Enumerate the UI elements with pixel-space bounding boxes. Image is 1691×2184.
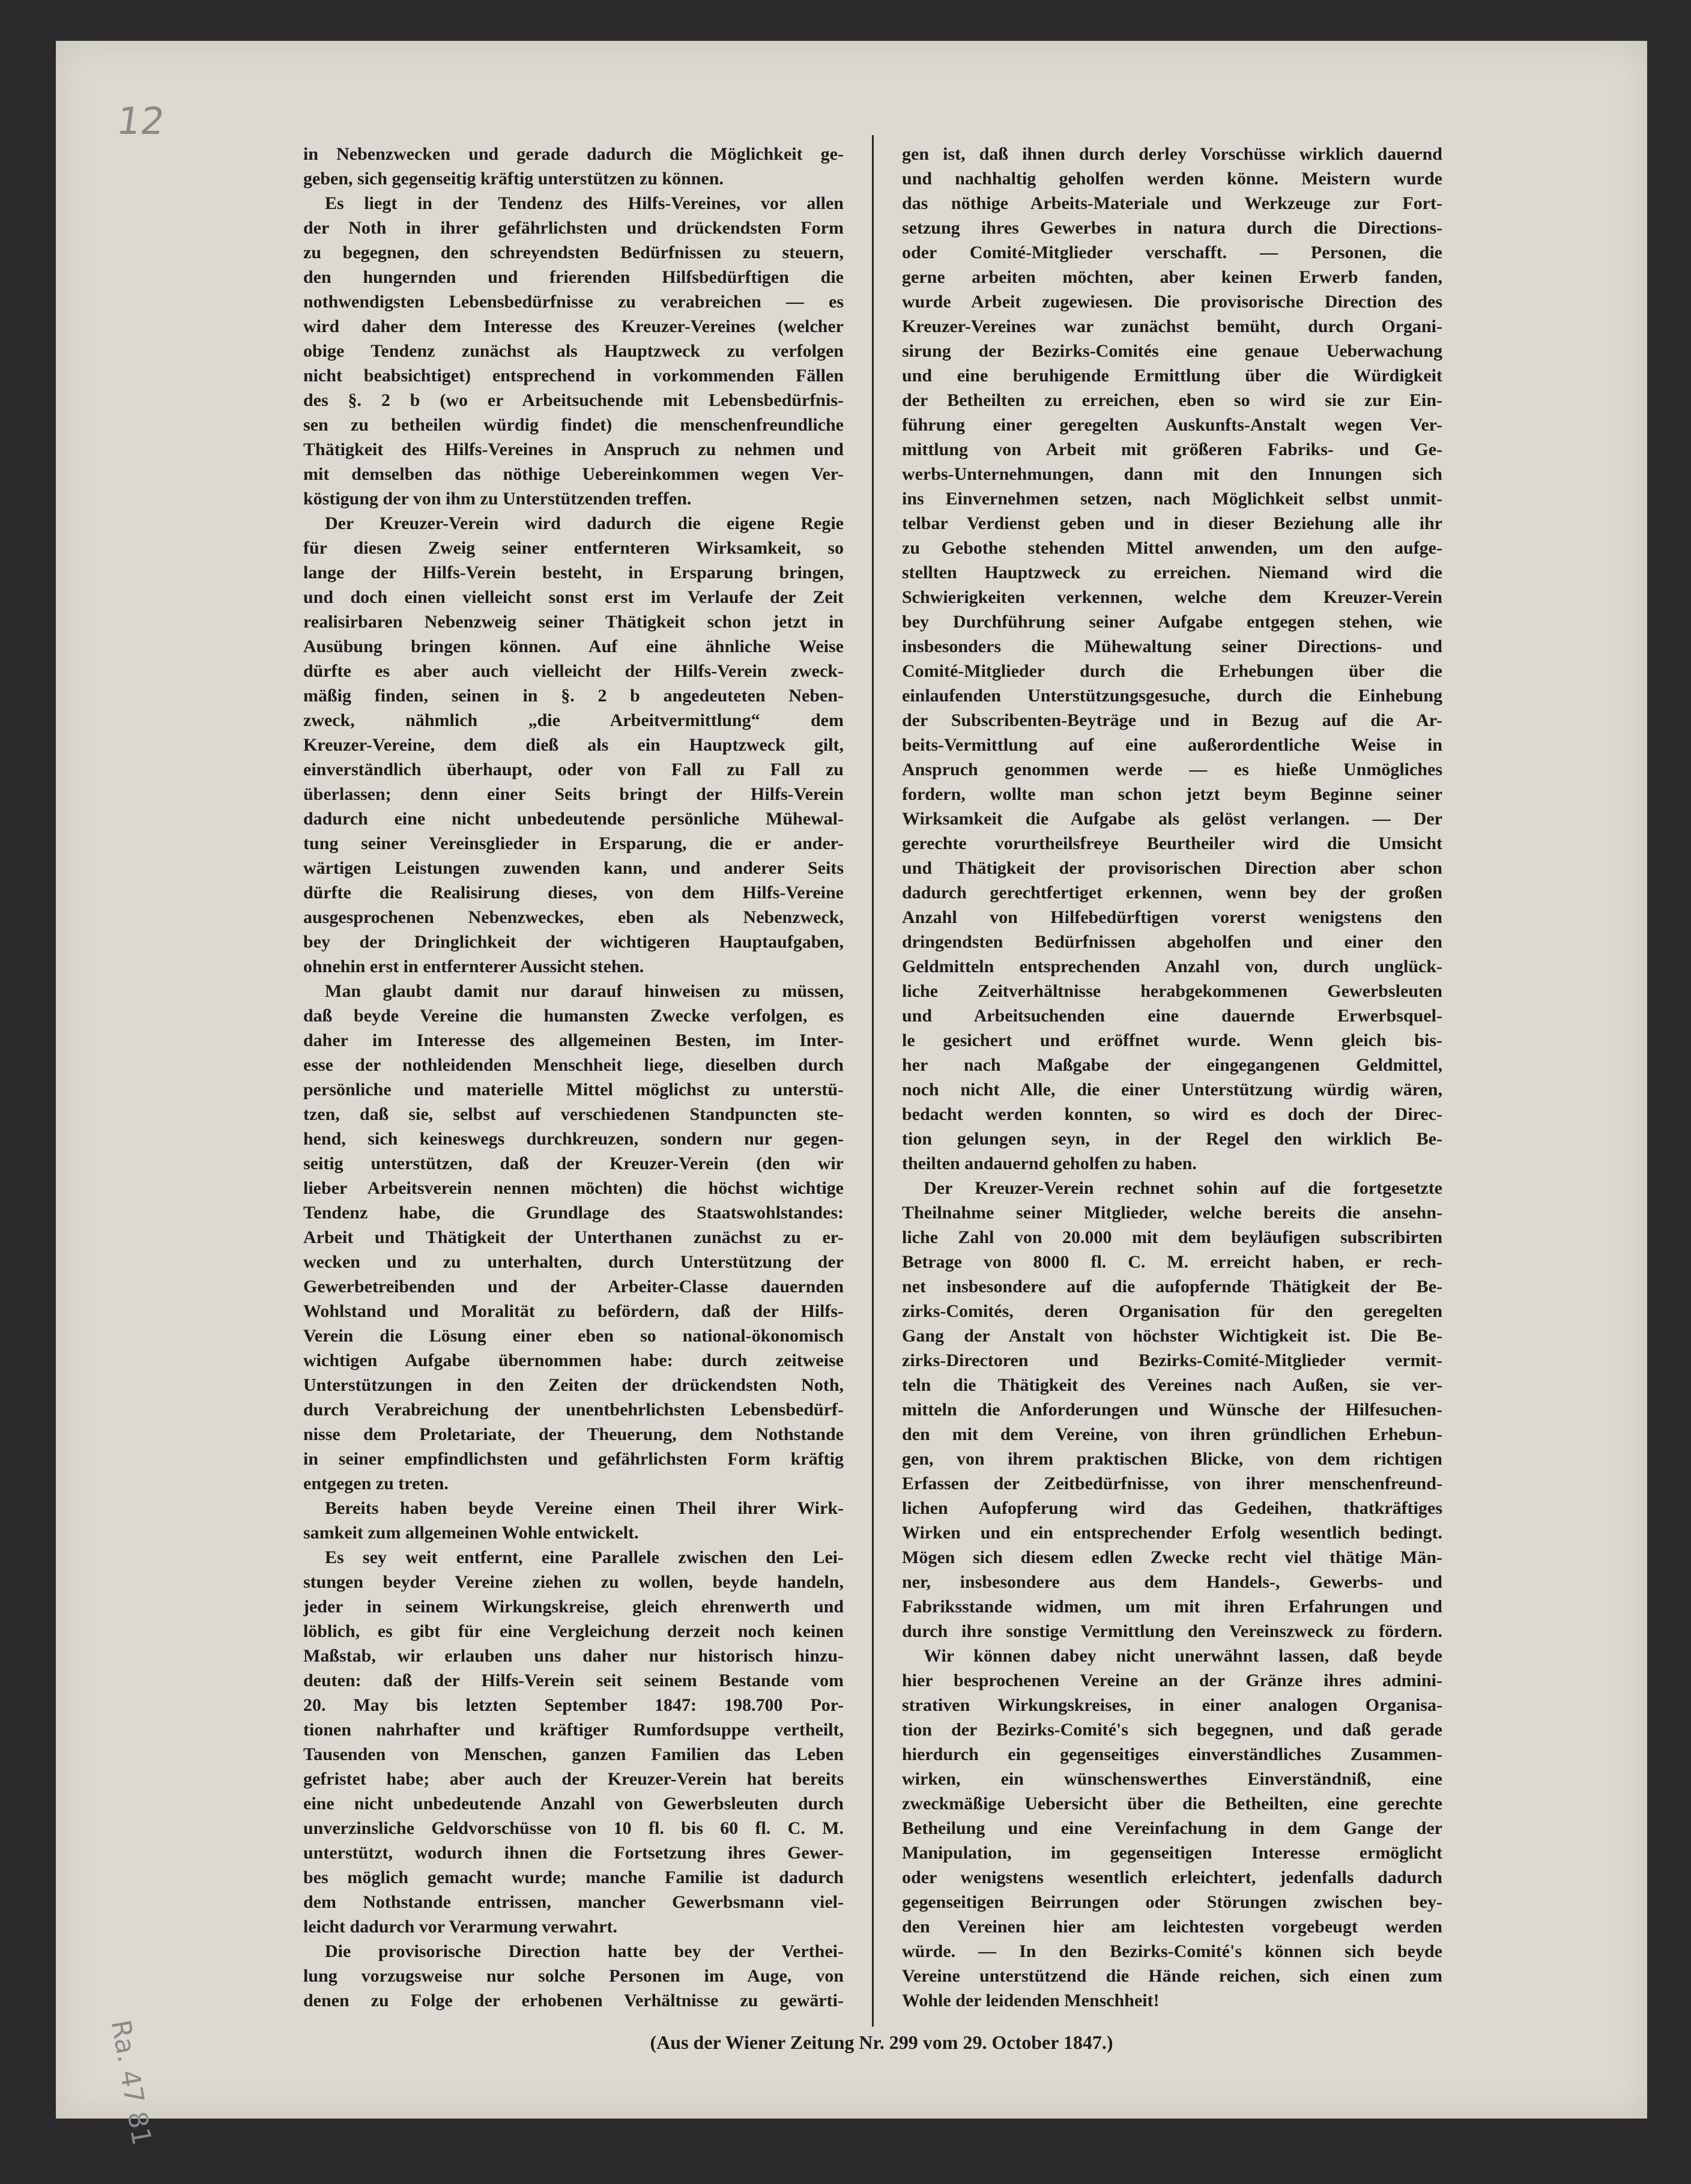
text-line: dringendsten Bedürfnissen abgeholfen und einer den <box>902 932 1442 952</box>
text-line: Tendenz habe, die Grundlage des Staatswohlstandes: <box>303 1203 844 1223</box>
text-line: Theilnahme seiner Mitglieder, welche bereits die ansehn- <box>902 1203 1442 1223</box>
text-line: deuten: daß der Hilfs-Verein seit seinem Bestande vom <box>303 1671 844 1690</box>
text-line: dürfte die Realisirung dieses, von dem Hilfs-Vereine <box>303 883 844 903</box>
text-line: Schwierigkeiten verkennen, welche dem Kreuzer-Verein <box>902 587 1442 607</box>
text-line: Manipulation, im gegenseitigen Interesse ermöglicht <box>902 1843 1442 1863</box>
text-line: daß beyde Vereine die humansten Zwecke verfolgen, es <box>303 1006 844 1026</box>
text-line: wichtigen Aufgabe übernommen habe: durch zeitweise <box>303 1351 844 1370</box>
text-line: beits-Vermittlung auf eine außerordentliche Weise in <box>902 735 1442 755</box>
text-line: geben, sich gegenseitig kräftig unterstützen zu können. <box>303 169 724 189</box>
text-line: Wohle der leidenden Menschheit! <box>902 1991 1160 2010</box>
text-column-left <box>303 142 844 2013</box>
text-line: Anzahl von Hilfebedürftigen vorerst wenigstens den <box>902 907 1442 927</box>
text-line: und Thätigkeit der provisorischen Direction aber schon <box>902 858 1442 878</box>
text-line: bey der Dringlichkeit der wichtigeren Hauptaufgaben, <box>303 932 844 952</box>
text-line: 20. May bis letzten September 1847: 198.700 Por- <box>303 1695 844 1715</box>
text-line: ner, insbesondere aus dem Handels-, Gewerbs- und <box>902 1572 1442 1592</box>
text-line: durch Verabreichung der unentbehrlichsten Lebensbedürf- <box>303 1400 844 1420</box>
text-line: stungen beyder Vereine ziehen zu wollen, beyde handeln, <box>303 1572 844 1592</box>
text-line: mitteln die Anforderungen und Wünsche der Hilfesuchen- <box>902 1400 1442 1420</box>
text-line: le gesichert und eröffnet wurde. Wenn gleich bis- <box>902 1030 1442 1050</box>
text-line: führung einer geregelten Auskunfts-Anstalt wegen Ver- <box>902 415 1442 435</box>
text-line: ins Einvernehmen setzen, nach Möglichkeit selbst unmit- <box>902 489 1442 509</box>
text-line: jeder in seinem Wirkungskreise, gleich ehrenwerth und <box>303 1597 844 1617</box>
text-line: Wirken und ein entsprechender Erfolg wesentlich bedingt. <box>902 1523 1442 1543</box>
text-line: hend, sich keineswegs durchkreuzen, sondern nur gegen- <box>303 1129 844 1149</box>
text-line: Betheilung und eine Vereinfachung in dem Gange der <box>902 1818 1442 1838</box>
text-line: zirks-Directoren und Bezirks-Comité-Mitglieder vermit- <box>902 1351 1442 1370</box>
text-line: nothwendigsten Lebensbedürfnisse zu verabreichen — es <box>303 292 844 312</box>
text-line: Man glaubt damit nur darauf hinweisen zu müssen, <box>325 981 844 1001</box>
text-line: daher im Interesse des allgemeinen Besten, im Inter- <box>303 1030 844 1050</box>
text-line: lichen Aufopferung wird das Gedeihen, thatkräftiges <box>902 1498 1442 1518</box>
text-line: noch nicht Alle, die einer Unterstützung würdig wären, <box>902 1080 1442 1100</box>
text-line: Gewerbetreibenden und der Arbeiter-Classe dauernden <box>303 1277 844 1296</box>
text-line: gerne arbeiten möchten, aber keinen Erwerb fanden, <box>902 267 1442 287</box>
text-line: Erfassen der Zeitbedürfnisse, von ihrer menschenfreund- <box>902 1474 1442 1493</box>
text-line: Wir können dabey nicht unerwähnt lassen, daß beyde <box>924 1646 1442 1666</box>
text-line: köstigung der von ihm zu Unterstützenden treffen. <box>303 489 692 509</box>
text-line: lange der Hilfs-Verein besteht, in Ersparung bringen, <box>303 563 844 582</box>
text-line: wirken, ein wünschenswerthes Einverständniß, eine <box>902 1769 1442 1789</box>
text-line: werbs-Unternehmungen, dann mit den Innungen sich <box>902 464 1442 484</box>
text-line: und Arbeitsuchenden eine dauernde Erwerbsquel- <box>902 1006 1442 1026</box>
text-line: dadurch eine nicht unbedeutende persönliche Mühewal- <box>303 809 844 829</box>
text-line: tung seiner Vereinsglieder in Ersparung, die er ander- <box>303 833 844 853</box>
text-line: ohnehin erst in entfernterer Aussicht stehen. <box>303 957 644 976</box>
text-line: wecken und zu unterhalten, durch Unterstützung der <box>303 1252 844 1272</box>
text-line: Der Kreuzer-Verein wird dadurch die eigene Regie <box>325 513 844 533</box>
text-line: gen, von ihrem praktischen Blicke, von dem richtigen <box>902 1449 1442 1469</box>
text-line: dürfte es aber auch vielleicht der Hilfs-Verein zweck- <box>303 661 844 681</box>
source-citation: (Aus der Wiener Zeitung Nr. 299 vom 29. October 1847.) <box>650 2031 1113 2053</box>
text-line: oder wenigstens wesentlich erleichtert, jedenfalls dadurch <box>902 1868 1442 1887</box>
text-line: mäßig finden, seinen in §. 2 b angedeuteten Neben- <box>303 686 844 706</box>
text-line: überlassen; denn einer Seits bringt der Hilfs-Verein <box>303 784 844 804</box>
text-line: nisse dem Proletariate, der Theuerung, dem Nothstande <box>303 1424 844 1444</box>
text-line: der Betheilten zu erreichen, eben so wird sie zur Ein- <box>902 390 1442 410</box>
text-line: obige Tendenz zunächst als Hauptzweck zu verfolgen <box>303 341 844 361</box>
text-line: Anspruch genommen werde — es hieße Unmögliches <box>902 760 1442 779</box>
text-line: net insbesondere auf die aufopfernde Thätigkeit der Be- <box>902 1277 1442 1296</box>
text-line: teln die Thätigkeit des Vereines nach Außen, sie ver- <box>902 1375 1442 1395</box>
handwritten-page-number: 12 <box>113 99 168 143</box>
text-line: Maßstab, wir erlauben uns daher nur historisch hinzu- <box>303 1646 844 1666</box>
text-line: her nach Maßgabe der eingegangenen Geldmittel, <box>902 1055 1442 1075</box>
text-line: Comité-Mitglieder durch die Erhebungen über die <box>902 661 1442 681</box>
text-line: Wirksamkeit die Aufgabe als gelöst verlangen. — Der <box>902 809 1442 829</box>
text-line: einlaufenden Unterstützungsgesuche, durch die Einhebung <box>902 686 1442 706</box>
text-line: Thätigkeit des Hilfs-Vereines in Anspruch zu nehmen und <box>303 440 844 459</box>
text-line: gegenseitigen Beirrungen oder Störungen zwischen bey- <box>902 1892 1442 1912</box>
text-line: Der Kreuzer-Verein rechnet sohin auf die fortgesetzte <box>924 1178 1442 1198</box>
text-line: hierdurch ein gegenseitiges einverständliches Zusammen- <box>902 1744 1442 1764</box>
text-line: wärtigen Leistungen zuwenden kann, und anderer Seits <box>303 858 844 878</box>
text-line: der Noth in ihrer gefährlichsten und drückendsten Form <box>303 218 844 238</box>
column-divider <box>872 135 874 2027</box>
text-line: hier besprochenen Vereine an der Gränze ihres admini- <box>902 1671 1442 1690</box>
text-line: und nachhaltig geholfen werden könne. Meistern wurde <box>902 169 1442 189</box>
text-line: dadurch gerechtfertiget erkennen, wenn bey der großen <box>902 883 1442 903</box>
text-line: Vereine unterstützend die Hände reichen, sich einen zum <box>902 1966 1442 1986</box>
text-line: gefristet habe; aber auch der Kreuzer-Verein hat bereits <box>303 1769 844 1789</box>
text-line: Kreuzer-Vereines war zunächst bemüht, durch Organi- <box>902 316 1442 336</box>
text-line: tzen, daß sie, selbst auf verschiedenen Standpuncten ste- <box>303 1104 844 1124</box>
text-column-right <box>902 142 1442 2013</box>
text-line: Gang der Anstalt von höchster Wichtigkeit ist. Die Be- <box>902 1326 1442 1346</box>
text-line: denen zu Folge der erhobenen Verhältnisse zu gewärti- <box>303 1991 844 2010</box>
text-line: tion gelungen seyn, in der Regel den wirklich Be- <box>902 1129 1442 1149</box>
text-line: oder Comité-Mitglieder verschafft. — Personen, die <box>902 243 1442 262</box>
text-line: durch ihre sonstige Vermittlung den Vereinszweck zu fördern. <box>902 1621 1442 1641</box>
text-line: Tausenden von Menschen, ganzen Familien das Leben <box>303 1744 844 1764</box>
text-line: Ausübung bringen können. Auf eine ähnliche Weise <box>303 637 844 656</box>
text-line: den mit dem Vereine, von ihren gründlichen Erhebun- <box>902 1424 1442 1444</box>
text-line: eine nicht unbedeutende Anzahl von Gewerbsleuten durch <box>303 1794 844 1813</box>
text-line: realisirbaren Nebenzweig seiner Thätigkeit schon jetzt in <box>303 612 844 632</box>
text-line: esse der nothleidenden Menschheit liege, dieselben durch <box>303 1055 844 1075</box>
text-line: Es sey weit entfernt, eine Parallele zwischen den Lei- <box>325 1547 844 1567</box>
text-line: setzung ihres Gewerbes in natura durch die Directions- <box>902 218 1442 238</box>
text-line: gen ist, daß ihnen durch derley Vorschüsse wirklich dauernd <box>902 144 1442 164</box>
text-line: zu Gebothe stehenden Mittel anwenden, um den aufge- <box>902 538 1442 558</box>
text-line: dem Nothstande entrissen, mancher Gewerbsmann viel- <box>303 1892 844 1912</box>
text-line: sen zu betheilen würdig findet) die menschenfreundliche <box>303 415 844 435</box>
text-line: bes möglich gemacht wurde; manche Familie ist dadurch <box>303 1868 844 1887</box>
text-line: mittlung von Arbeit mit größeren Fabriks- und Ge- <box>902 440 1442 459</box>
text-line: telbar Verdienst geben und in dieser Beziehung alle ihr <box>902 513 1442 533</box>
text-line: persönliche und materielle Mittel möglichst zu unterstü- <box>303 1080 844 1100</box>
text-line: entgegen zu treten. <box>303 1474 449 1493</box>
text-line: strativen Wirkungskreises, in einer analogen Organisa- <box>902 1695 1442 1715</box>
text-line: sirung der Bezirks-Comités eine genaue Ueberwachung <box>902 341 1442 361</box>
text-line: der Subscribenten-Beyträge und in Bezug auf die Ar- <box>902 710 1442 730</box>
text-line: stellten Hauptzweck zu erreichen. Niemand wird die <box>902 563 1442 582</box>
text-line: Fabriksstande widmen, um mit ihren Erfahrungen und <box>902 1597 1442 1617</box>
text-line: gerechte vorurtheilsfreye Beurtheiler wird die Umsicht <box>902 833 1442 853</box>
text-line: ausgesprochenen Nebenzweckes, eben als Nebenzweck, <box>303 907 844 927</box>
text-line: den hungernden und frierenden Hilfsbedürftigen die <box>303 267 844 287</box>
text-line: tion der Bezirks-Comité's sich begegnen, und daß gerade <box>902 1720 1442 1740</box>
text-line: Verein die Lösung einer eben so national-ökonomisch <box>303 1326 844 1346</box>
text-line: wird daher dem Interesse des Kreuzer-Vereines (welcher <box>303 316 844 336</box>
text-line: lung vorzugsweise nur solche Personen im Auge, von <box>303 1966 844 1986</box>
text-line: zweckmäßige Uebersicht über die Betheilten, eine gerechte <box>902 1794 1442 1813</box>
text-line: und doch einen vielleicht sonst erst im Verlaufe der Zeit <box>303 587 844 607</box>
text-line: Bereits haben beyde Vereine einen Theil ihrer Wirk- <box>325 1498 844 1518</box>
text-line: wurde Arbeit zugewiesen. Die provisorische Direction des <box>902 292 1442 312</box>
text-line: tionen nahrhafter und kräftiger Rumfordsuppe vertheilt, <box>303 1720 844 1740</box>
text-line: für diesen Zweig seiner entfernteren Wirksamkeit, so <box>303 538 844 558</box>
text-line: in seiner empfindlichsten und gefährlichsten Form kräftig <box>303 1449 844 1469</box>
text-line: fordern, wollte man schon jetzt beym Beginne seiner <box>902 784 1442 804</box>
text-line: würde. — In den Bezirks-Comité's können sich beyde <box>902 1941 1442 1961</box>
text-line: insbesonders die Mühewaltung seiner Directions- und <box>902 637 1442 656</box>
text-line: Kreuzer-Vereine, dem dieß als ein Hauptzweck gilt, <box>303 735 844 755</box>
text-line: unverzinsliche Geldvorschüsse von 10 fl. bis 60 fl. C. M. <box>303 1818 844 1838</box>
text-line: theilten andauernd geholfen zu haben. <box>902 1154 1197 1173</box>
text-line: zu begegnen, den schreyendsten Bedürfnissen zu steuern, <box>303 243 844 262</box>
text-line: einverständlich überhaupt, oder von Fall zu Fall zu <box>303 760 844 779</box>
text-line: Wohlstand und Moralität zu befördern, daß der Hilfs- <box>303 1301 844 1321</box>
text-line: lieber Arbeitsverein nennen möchten) die höchst wichtige <box>303 1178 844 1198</box>
text-line: bey Durchführung seiner Aufgabe entgegen stehen, wie <box>902 612 1442 632</box>
text-line: Betrage von 8000 fl. C. M. erreicht haben, er rech- <box>902 1252 1442 1272</box>
text-line: Arbeit und Thätigkeit der Unterthanen zunächst zu er- <box>303 1227 844 1247</box>
text-line: leicht dadurch vor Verarmung verwahrt. <box>303 1917 618 1937</box>
text-line: in Nebenzwecken und gerade dadurch die Möglichkeit ge- <box>303 144 844 164</box>
text-line: unterstützt, wodurch ihnen die Fortsetzung ihres Gewer- <box>303 1843 844 1863</box>
text-line: Es liegt in der Tendenz des Hilfs-Vereines, vor allen <box>325 193 844 213</box>
text-line: löblich, es gibt für eine Vergleichung derzeit noch keinen <box>303 1621 844 1641</box>
handwritten-archive-mark: Ra. 47 81 <box>104 2018 157 2148</box>
text-line: Unterstützungen in den Zeiten der drückendsten Noth, <box>303 1375 844 1395</box>
text-line: zirks-Comités, deren Organisation für den geregelten <box>902 1301 1442 1321</box>
text-line: Geldmitteln entsprechenden Anzahl von, durch unglück- <box>902 957 1442 976</box>
text-line: Mögen sich diesem edlen Zwecke recht viel thätige Män- <box>902 1547 1442 1567</box>
text-line: liche Zeitverhältnisse herabgekommenen Gewerbsleuten <box>902 981 1442 1001</box>
text-line: den Vereinen hier am leichtesten vorgebeugt werden <box>902 1917 1442 1937</box>
text-line: mit demselben das nöthige Uebereinkommen wegen Ver- <box>303 464 844 484</box>
text-line: das nöthige Arbeits-Materiale und Werkzeuge zur Fort- <box>902 193 1442 213</box>
text-line: liche Zahl von 20.000 mit dem beyläufigen subscribirten <box>902 1227 1442 1247</box>
text-line: seitig unterstützen, daß der Kreuzer-Verein (den wir <box>303 1154 844 1173</box>
text-line: zweck, nähmlich „die Arbeitvermittlung“ dem <box>303 710 844 730</box>
text-line: und eine beruhigende Ermittlung über die Würdigkeit <box>902 366 1442 386</box>
text-line: bedacht werden konnten, so wird es doch der Direc- <box>902 1104 1442 1124</box>
text-line: nicht beabsichtiget) entsprechend in vorkommenden Fällen <box>303 366 844 386</box>
text-line: Die provisorische Direction hatte bey der Verthei- <box>325 1941 844 1961</box>
text-line: des §. 2 b (wo er Arbeitsuchende mit Lebensbedürfnis- <box>303 390 844 410</box>
text-line: samkeit zum allgemeinen Wohle entwickelt. <box>303 1523 639 1543</box>
